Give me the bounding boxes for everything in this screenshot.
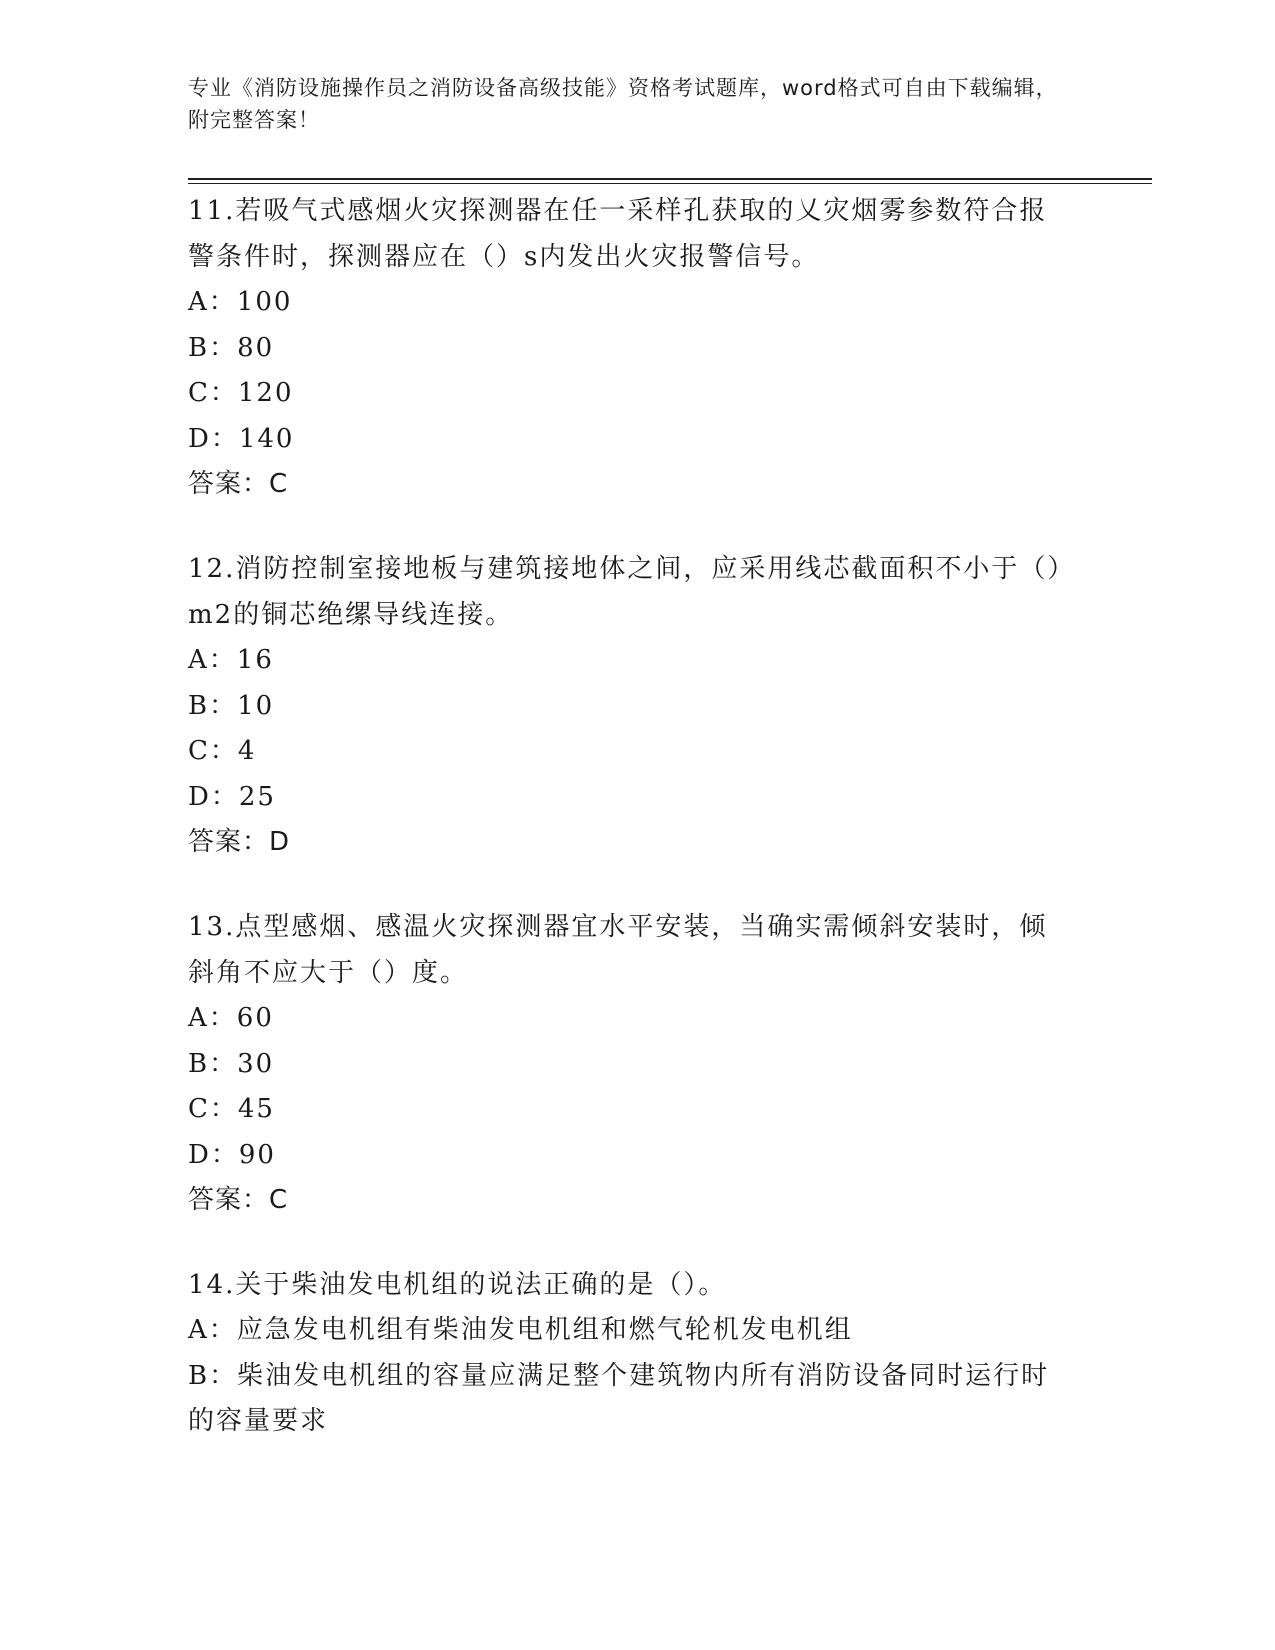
- question-stem: 11.若吸气式感烟火灾探测器在任一采样孔获取的乂灾烟雾参数符合报警条件时，探测器应在（）s内发出火灾报警信号。: [188, 196, 1048, 272]
- option-b: B：30: [188, 1048, 275, 1079]
- option-a: A：16: [188, 645, 274, 675]
- header-divider-thick: [188, 178, 1152, 180]
- option-c: C：45: [188, 1094, 275, 1124]
- answer-line: 答案：D: [188, 827, 291, 857]
- answer-line: 答案：C: [188, 1185, 289, 1215]
- option-b: B：80: [188, 332, 275, 363]
- option-a: A：60: [188, 1003, 274, 1033]
- option-a: A：应急发电机组有柴油发电机组和燃气轮机发电机组: [188, 1315, 853, 1345]
- option-d: D：90: [188, 1139, 276, 1170]
- document-header: 专业《消防设施操作员之消防设备高级技能》资格考试题库，word格式可自由下载编辑，附完整答案！: [188, 76, 1058, 132]
- question-stem: 12.消防控制室接地板与建筑接地体之间，应采用线芯截面积不小于（）m2的铜芯绝缧导线连接。: [188, 554, 1063, 630]
- option-d: D：140: [188, 423, 295, 454]
- question-stem: 14.关于柴油发电机组的说法正确的是（）。: [188, 1270, 727, 1300]
- option-b: B：10: [188, 690, 275, 721]
- question-stem: 13.点型感烟、感温火灾探测器宜水平安装，当确实需倾斜安装时，倾斜角不应大于（）度。: [188, 912, 1048, 988]
- question-12: [188, 546, 1068, 864]
- question-14: [188, 1262, 1068, 1445]
- question-13: [188, 904, 1068, 1222]
- option-d: D：25: [188, 781, 276, 812]
- header-divider-thin: [188, 183, 1152, 184]
- option-a: A：100: [188, 287, 293, 317]
- answer-line: 答案：C: [188, 469, 289, 499]
- question-list: [188, 188, 1068, 1485]
- option-b: B：柴油发电机组的容量应满足整个建筑物内所有消防设备同时运行时的容量要求: [188, 1360, 1050, 1436]
- question-11: [188, 188, 1068, 506]
- option-c: C：120: [188, 378, 294, 408]
- option-c: C：4: [188, 736, 257, 766]
